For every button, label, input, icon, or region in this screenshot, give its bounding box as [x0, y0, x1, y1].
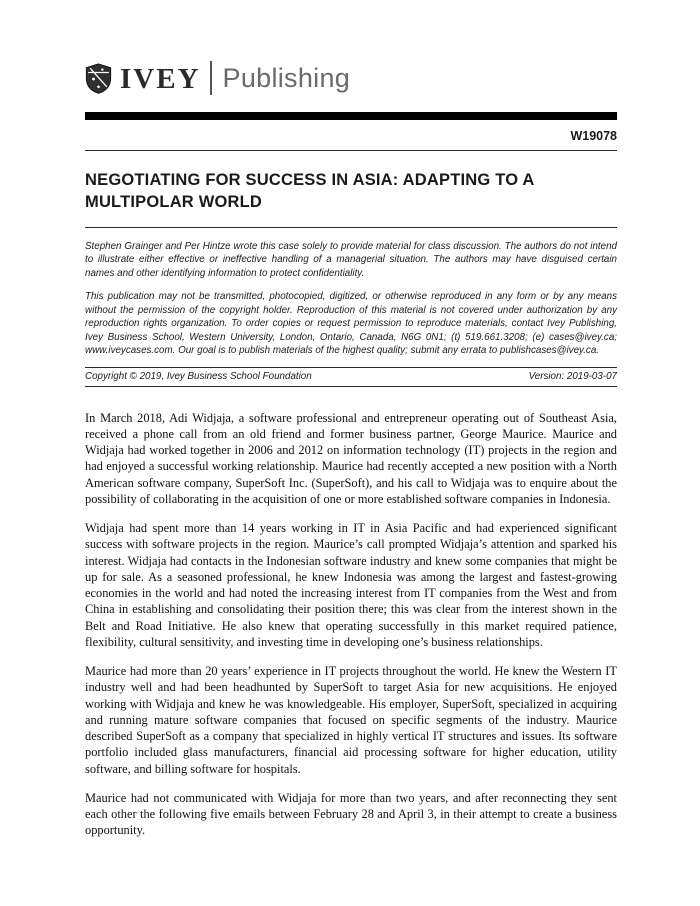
case-paragraph: Widjaja had spent more than 14 years working in IT in Asia Pacific and had experienced significant success with software projects in the region. Maurice’s call prompted Widjaja’s attention and sparked his interest. Widjaja had contacts in the Indonesian software industry and knew some companies that might be up for sale. As a seasoned professional, he knew Indonesia was among the largest and fastest-growing economies in the world and had noted the increasing interest from IT companies from the West and from China in establishing and consolidating their position there; this was clear from the interest shown in the Belt and Road Initiative. He also knew that operating successfully in this market required patience, flexibility, cultural sensitivity, and investing time in developing one’s business relationships.	[85, 521, 617, 649]
case-paragraph: Maurice had more than 20 years’ experience in IT projects throughout the world. He knew the Western IT industry well and had been headhunted by SuperSoft to target Asia for new acquisitions. He enjoyed working with Widjaja and knew he was knowledgeable. His employer, SuperSoft, specialized in acquiring and running mature software companies that focused on specific segments of the industry. Maurice described SuperSoft as a company that specialized in highly vertical IT structures and issues. Its software portfolio included glass manufacturers, financial aid processing software for higher education, utility software, and billing software for hospitals.	[85, 664, 617, 776]
case-paragraph: In March 2018, Adi Widjaja, a software professional and entrepreneur operating out of Southeast Asia, received a phone call from an old friend and former business partner, George Maurice. Maurice and Widjaja had worked together in 2006 and 2012 on information technology (IT) projects in the region and had enjoyed a successful working relationship. Maurice had recently accepted a new position with a North American software company, SuperSoft Inc. (SuperSoft), and his call to Widjaja was to enquire about the possibility of collaborating in the acquisition of one or more established software companies in Indonesia.	[85, 410, 617, 506]
publishing-wordmark: Publishing	[222, 62, 351, 93]
copyright-bar	[85, 367, 617, 387]
title-rule	[85, 227, 617, 228]
version-text: Version: 2019-03-07	[528, 370, 617, 382]
ivey-wordmark: IVEY	[120, 62, 201, 95]
case-number: W19078	[85, 129, 617, 151]
case-paragraph: Maurice had not communicated with Widjaja for more than two years, and after reconnecting they sent each other the following five emails between February 28 and April 3, in their attempt to create a business opportunity.	[85, 790, 617, 838]
logo-divider	[210, 61, 212, 95]
ivey-publishing-logo	[85, 58, 617, 98]
case-body	[85, 410, 617, 839]
ivey-crest-icon	[85, 63, 112, 94]
header-rule	[85, 112, 617, 120]
page-content	[85, 58, 617, 839]
page-title: NEGOTIATING FOR SUCCESS IN ASIA: ADAPTING TO A MULTIPOLAR WORLD	[85, 171, 534, 212]
copyright-text: Copyright © 2019, Ivey Business School Foundation	[85, 370, 312, 382]
disclaimer-permissions-note: This publication may not be transmitted, photocopied, digitized, or otherwise reproduced in any form or by any means without the permission of the copyright holder. Reproduction of this material is not covered under authorization by any reproduction rights organization. To order copies or request permission to reproduce materials, contact Ivey Publishing, Ivey Business School, Western University, London, Ontario, Canada, N6G 0N1; (t) 519.661.3208; (e) cases@ivey.ca; www.iveycases.com. Our goal is to publish materials of the highest quality; submit any errata to publishcases@ivey.ca.	[85, 291, 617, 357]
disclaimer-authors-note: Stephen Grainger and Per Hintze wrote this case solely to provide material for class discussion. The authors do not intend to illustrate either effective or ineffective handling of a managerial situation. The authors may have disguised certain names and other identifying information to protect confidentiality.	[85, 240, 617, 279]
